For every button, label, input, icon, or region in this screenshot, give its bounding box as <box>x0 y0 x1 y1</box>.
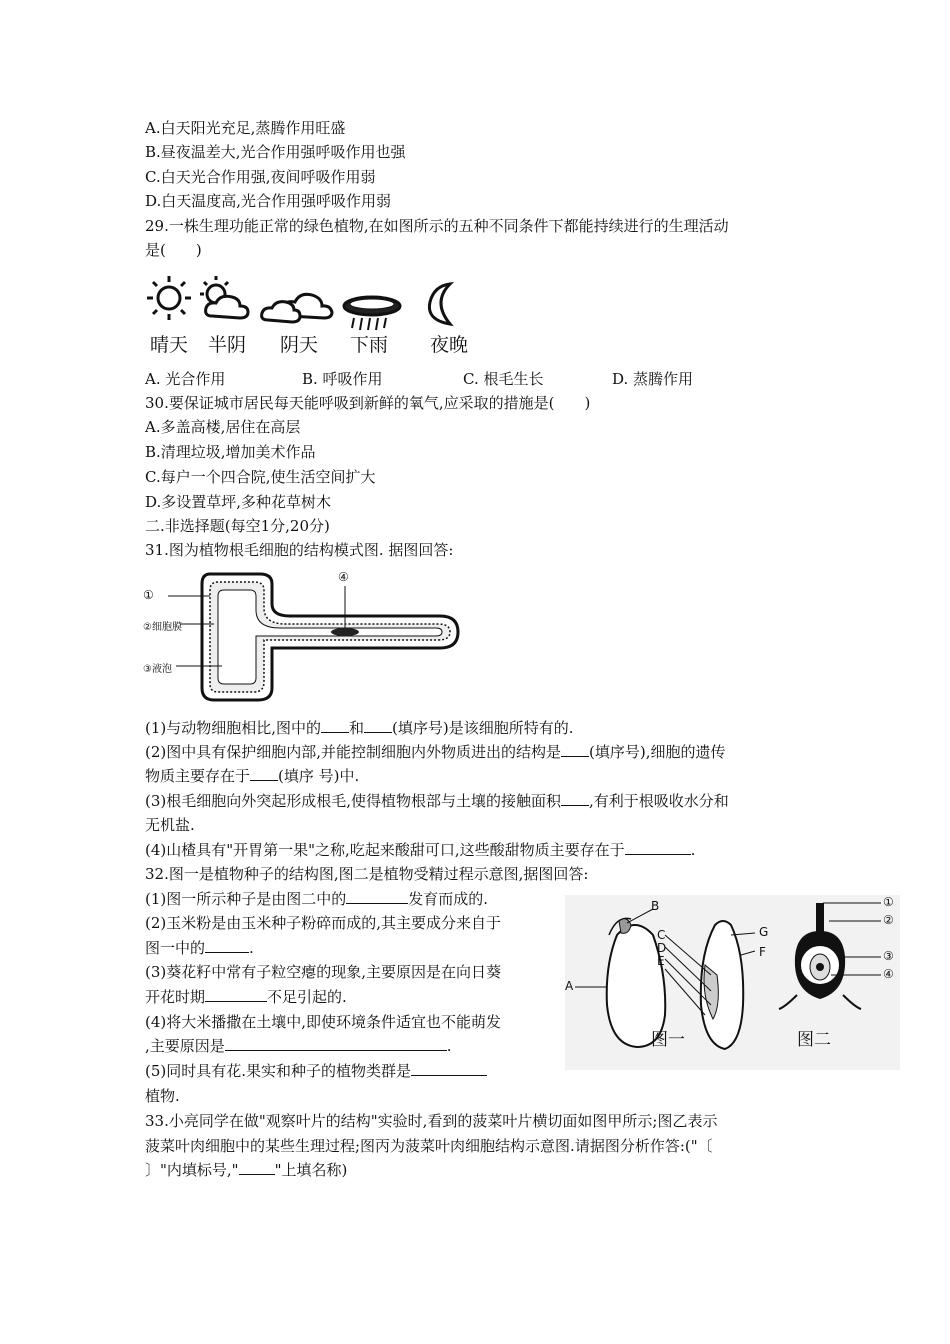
q30-option-d: D.多设置草坪,多种花草树木 <box>145 493 332 511</box>
q32-p5-line2: 植物. <box>145 1087 180 1105</box>
rain-icon <box>344 297 400 330</box>
q31-p1: (1)与动物细胞相比,图中的 和 (填序号)是该细胞所特有的. <box>145 716 574 740</box>
seed-label-b: B <box>651 899 660 913</box>
seed-label-d: D <box>657 941 667 955</box>
q32-p3-line2: 开花时期 不足引起的. <box>145 985 347 1009</box>
weather-icons-figure <box>140 272 480 332</box>
blank[interactable] <box>411 1059 487 1076</box>
cell-label-membrane: ②细胞膜 <box>143 622 182 633</box>
q31-p3-line2: 无机盐. <box>145 816 195 834</box>
q32-p2-line1: (2)玉米粉是由玉米种子粉碎而成的,其主要成分来自于 <box>145 914 502 932</box>
ovary-label-3: ③ <box>883 949 894 963</box>
q29-option-b: B. 呼吸作用 <box>302 370 383 388</box>
figure-1-caption: 图一 <box>651 1030 685 1050</box>
blank[interactable] <box>346 887 408 904</box>
partly-cloudy-icon <box>200 276 248 318</box>
seed-label-e: E <box>657 954 665 968</box>
q29-stem-line2: 是( ) <box>145 241 202 259</box>
weather-label-rain: 下雨 <box>350 334 389 356</box>
seed-label-g: G <box>759 925 769 939</box>
ovary-label-2: ② <box>883 913 894 927</box>
q32-p1: (1)图一所示种子是由图二中的 发育而成的. <box>145 887 488 911</box>
q29-stem-line1: 29.一株生理功能正常的绿色植物,在如图所示的五种不同条件下都能持续进行的生理活动 <box>145 217 729 235</box>
q29-option-a: A. 光合作用 <box>145 370 226 388</box>
q31-p3-line1: (3)根毛细胞向外突起形成根毛,使得植物根部与土壤的接触面积 ,有利于根吸收水分和 <box>145 789 729 813</box>
q28-option-c: C.白天光合作用强,夜间呼吸作用弱 <box>145 168 376 186</box>
q30-option-b: B.清理垃圾,增加美术作品 <box>145 443 316 461</box>
q33-line2: 菠菜叶肉细胞中的某些生理过程;图丙为菠菜叶肉细胞结构示意图.请据图分析作答:("〔 <box>145 1137 713 1155</box>
q33-line1: 33.小亮同学在做"观察叶片的结构"实验时,看到的菠菜叶片横切面如图甲所示;图乙表示 <box>145 1112 718 1130</box>
blank[interactable] <box>250 764 278 781</box>
root-hair-cell-figure <box>140 566 470 706</box>
blank[interactable] <box>205 985 267 1002</box>
cell-label-1: ① <box>143 588 154 602</box>
q32-p5-line1: (5)同时具有花.果实和种子的植物类群是 <box>145 1059 487 1083</box>
q28-option-d: D.白天温度高,光合作用强呼吸作用弱 <box>145 192 392 210</box>
q32-stem: 32.图一是植物种子的结构图,图二是植物受精过程示意图,据图回答: <box>145 865 589 883</box>
q32-p4-line1: (4)将大米播撒在土壤中,即使环境条件适宜也不能萌发 <box>145 1013 502 1031</box>
q30-stem: 30.要保证城市居民每天能呼吸到新鲜的氧气,应采取的措施是( ) <box>145 394 591 412</box>
cloudy-icon <box>262 294 332 322</box>
q31-p2-line2: 物质主要存在于 (填序 号)中. <box>145 764 359 788</box>
weather-label-night: 夜晚 <box>430 334 469 356</box>
sun-icon <box>147 276 191 320</box>
q28-option-b: B.昼夜温差大,光合作用强呼吸作用也强 <box>145 143 406 161</box>
weather-label-partly-cloudy: 半阴 <box>208 334 247 356</box>
blank[interactable] <box>625 838 691 855</box>
weather-label-cloudy: 阴天 <box>280 334 319 356</box>
q29-option-d: D. 蒸腾作用 <box>612 370 694 388</box>
section-2-heading: 二.非选择题(每空1分,20分) <box>145 517 330 535</box>
blank[interactable] <box>225 1034 447 1051</box>
cell-label-vacuole: ③液泡 <box>143 664 172 675</box>
blank[interactable] <box>321 716 349 733</box>
q30-option-a: A.多盖高楼,居住在高层 <box>145 418 301 436</box>
q31-stem: 31.图为植物根毛细胞的结构模式图. 据图回答: <box>145 541 454 559</box>
q29-option-c: C. 根毛生长 <box>463 370 544 388</box>
seed-fertilization-figure <box>565 895 900 1070</box>
ovary-label-4: ④ <box>883 967 894 981</box>
seed-label-c: C <box>657 928 666 942</box>
q30-option-c: C.每户一个四合院,使生活空间扩大 <box>145 468 376 486</box>
q31-p2-line1: (2)图中具有保护细胞内部,并能控制细胞内外物质进出的结构是 (填序号),细胞的遗传 <box>145 740 726 764</box>
seed-label-a: A <box>565 979 574 993</box>
seed-label-f: F <box>759 945 766 959</box>
weather-label-sunny: 晴天 <box>150 334 189 356</box>
blank[interactable] <box>205 936 249 953</box>
blank <box>239 1158 275 1175</box>
ovary-label-1: ① <box>883 895 894 909</box>
q32-p4-line2: ,主要原因是 . <box>145 1034 452 1058</box>
q31-p4: (4)山楂具有"开胃第一果"之称,吃起来酸甜可口,这些酸甜物质主要存在于 . <box>145 838 695 862</box>
figure-2-caption: 图二 <box>797 1030 831 1050</box>
moon-icon <box>429 284 450 324</box>
q32-p2-line2: 图一中的 . <box>145 936 254 960</box>
blank[interactable] <box>364 716 392 733</box>
seed-fertilization-drawing <box>565 895 900 1070</box>
q33-line3: 〕"内填标号," "上填名称) <box>145 1158 347 1182</box>
q32-p3-line1: (3)葵花籽中常有子粒空瘪的现象,主要原因是在向日葵 <box>145 963 502 981</box>
q28-option-a: A.白天阳光充足,蒸腾作用旺盛 <box>145 119 346 137</box>
cell-label-4: ④ <box>338 570 349 584</box>
blank[interactable] <box>561 789 589 806</box>
blank[interactable] <box>561 740 589 757</box>
